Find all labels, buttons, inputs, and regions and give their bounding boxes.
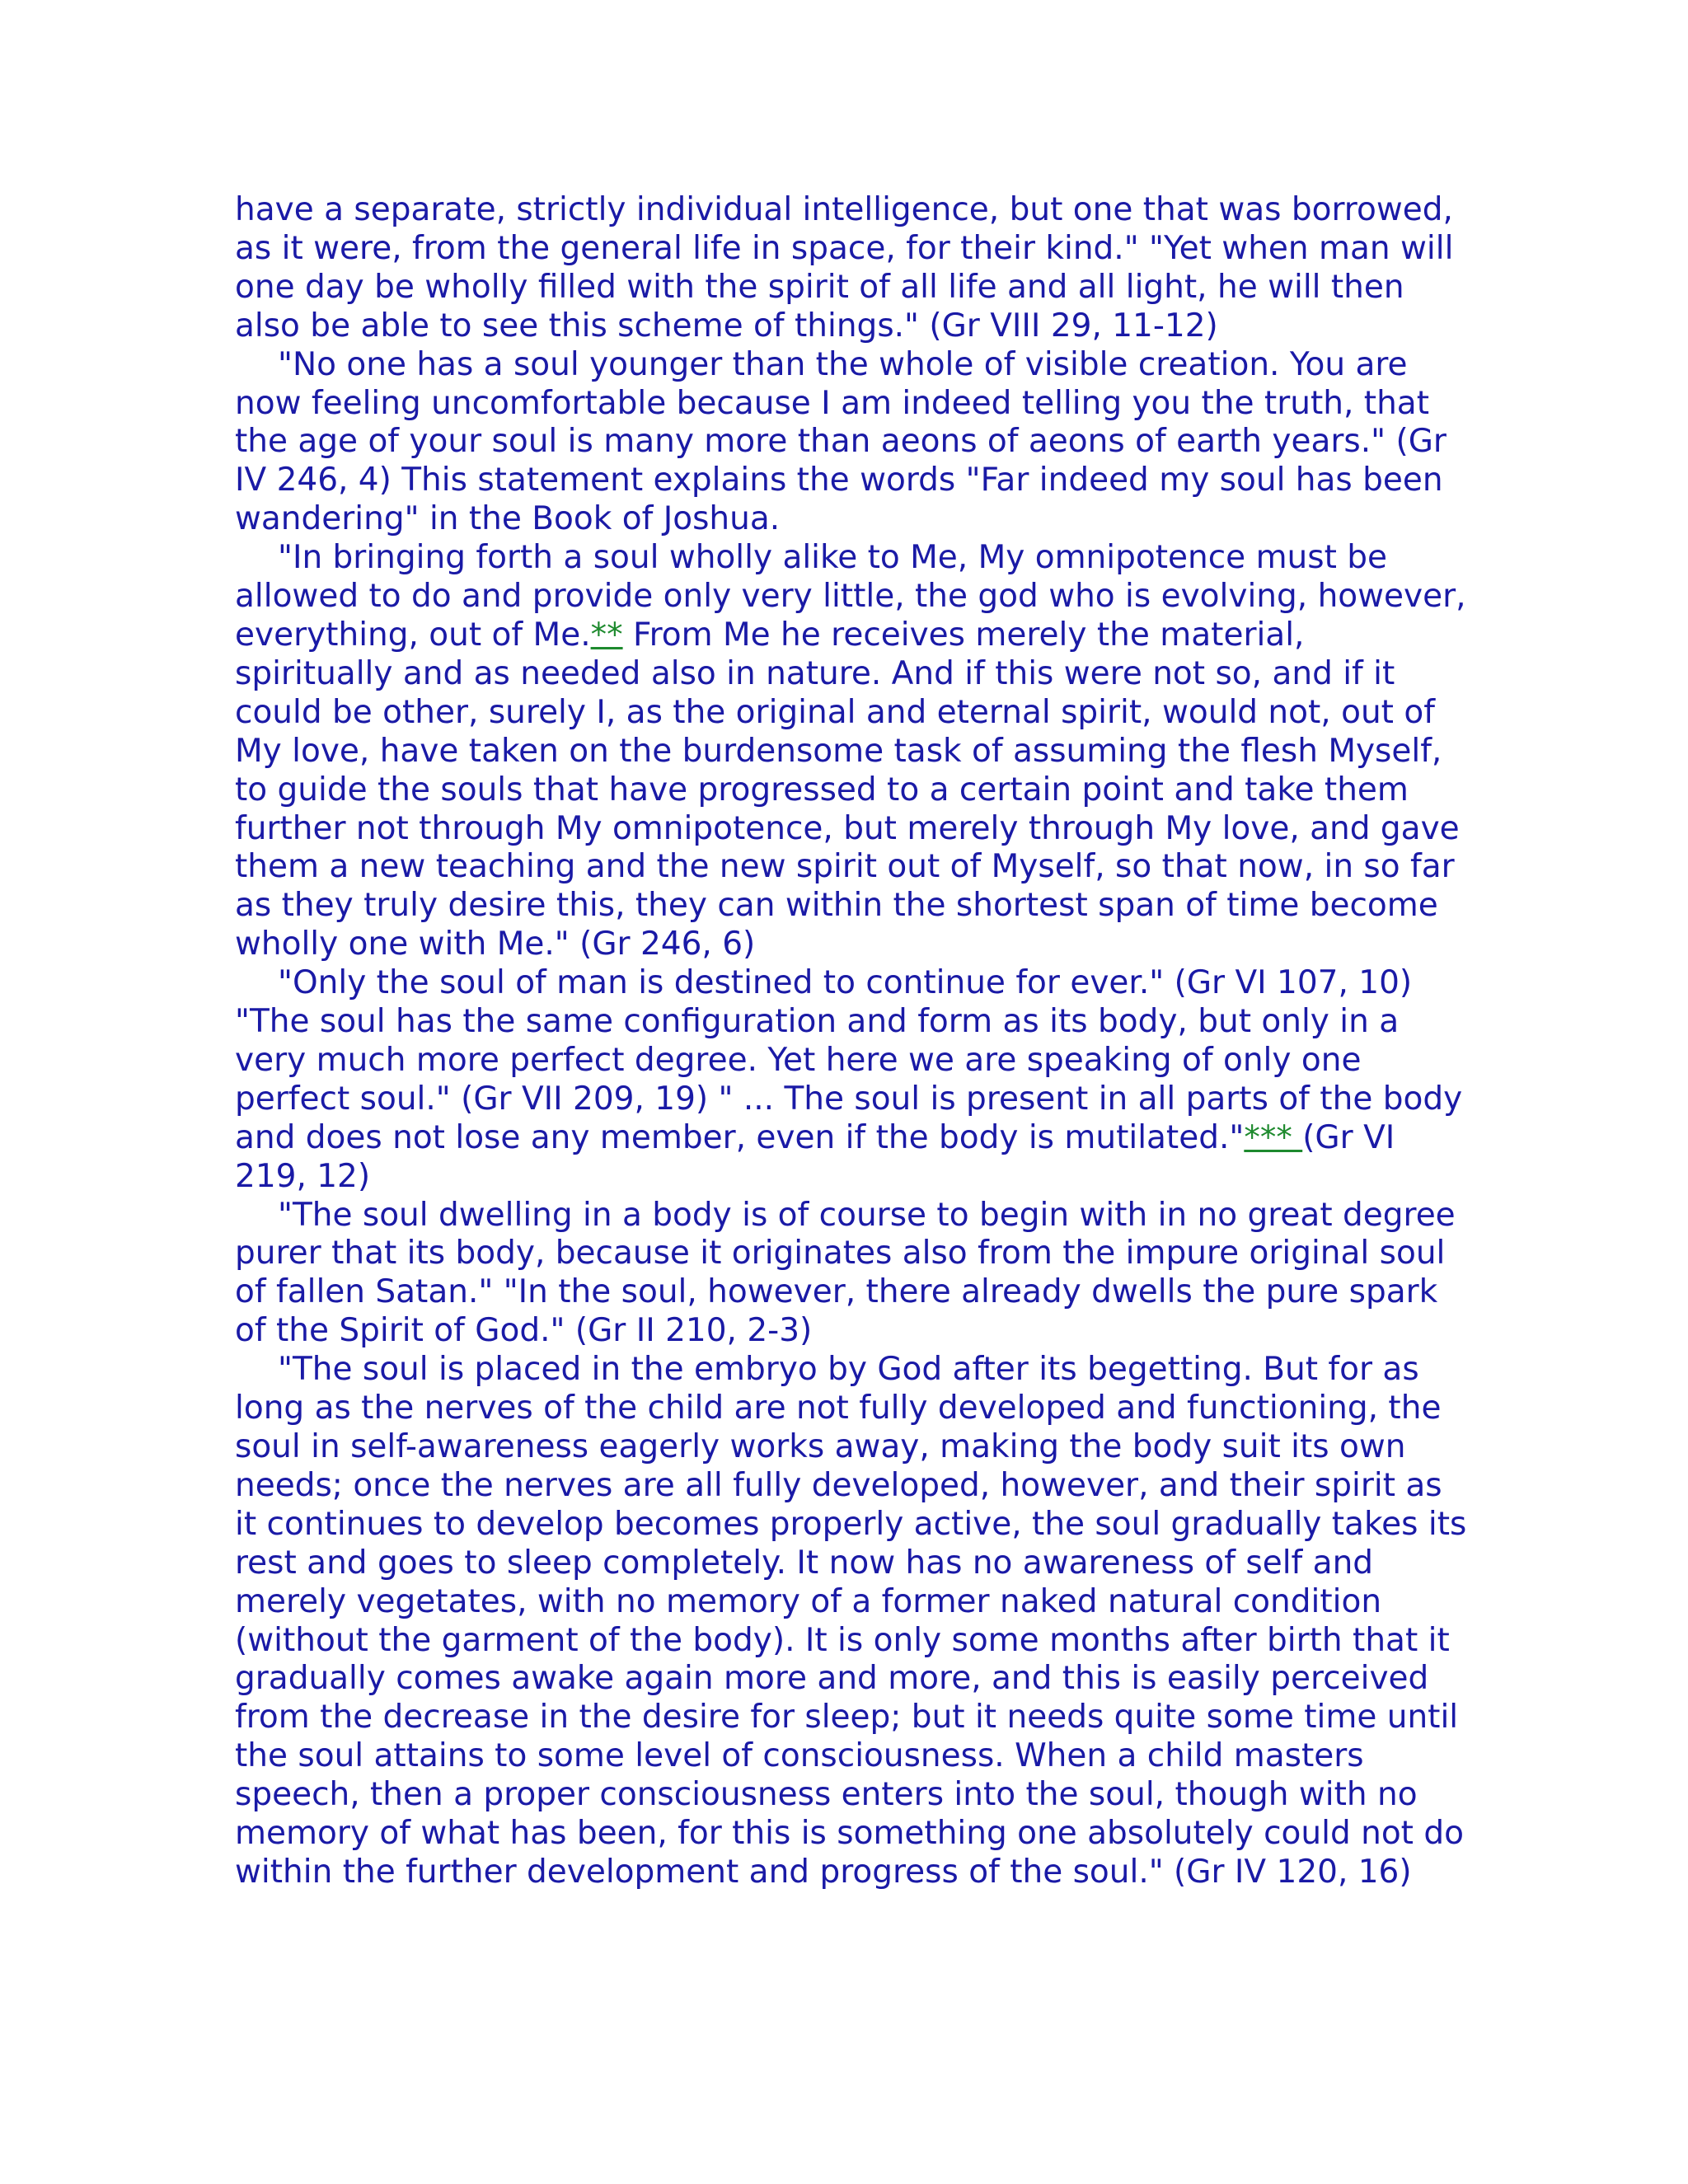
paragraph-text: "In bringing forth a soul wholly alike to Me, My omnipotence must be allowed to do and provide only very little, the god who is evolving, however, everything, out of Me.: [235, 539, 1466, 654]
paragraph: [235, 1197, 1471, 1352]
paragraph-text: have a separate, strictly individual intelligence, but one that was borrowed, as it were, from the general life in space, for their kind." "Yet when man will one day be wholly filled with the spirit of all life and all light, he will then also be able to see this scheme of things." (Gr VIII 29, 11-12): [235, 191, 1454, 344]
footnote-link[interactable]: **: [590, 616, 623, 654]
paragraph-text: From Me he receives merely the material, spiritually and as needed also in nature. And if this were not so, and if it could be other, surely I, as the original and eternal spirit, would not, out of My love, have taken on the burdensome task of assuming the flesh Myself, to guide the souls that have progressed to a certain point and take them further not through My omnipotence, but merely through My love, and gave them a new teaching and the new spirit out of Myself, so that now, in so far as they truly desire this, they can within the shortest span of time become wholly one with Me." (Gr 246, 6): [235, 616, 1460, 963]
paragraph-text: "No one has a soul younger than the whole of visible creation. You are now feeling uncomfortable because I am indeed telling you the truth, that the age of your soul is many more than aeons of aeons of earth years." (Gr IV 246, 4) This statement explains the words "Far indeed my soul has been wandering" in the Book of Joshua.: [235, 345, 1447, 538]
paragraph-text: (Gr VI 219, 12): [235, 1118, 1395, 1195]
paragraph: [235, 539, 1471, 964]
document-body: [235, 191, 1471, 1892]
footnote-link[interactable]: ***: [1244, 1118, 1303, 1156]
paragraph: [235, 191, 1471, 346]
paragraph: [235, 964, 1471, 1196]
paragraph: [235, 1351, 1471, 1892]
paragraph-text: "The soul dwelling in a body is of course to begin with in no great degree purer that its body, because it originates also from the impure original soul of fallen Satan." "In the soul, however, there already dwells the pure spark of the Spirit of God." (Gr II 210, 2-3): [235, 1196, 1456, 1350]
paragraph-text: "Only the soul of man is destined to continue for ever." (Gr VI 107, 10) "The soul has the same configuration and form as its body, but only in a very much more perfect degree. Yet here we are speaking of only one perfect soul." (Gr VII 209, 19) " ... The soul is present in all parts of the body and does not lose any member, even if the body is mutilated.": [235, 964, 1463, 1156]
paragraph: [235, 346, 1471, 540]
paragraph-text: "The soul is placed in the embryo by God after its begetting. But for as long as the nerves of the child are not fully developed and functioning, the soul in self-awareness eagerly works away, making the body suit its own needs; once the nerves are all fully developed, however, and their spirit as it continues to develop becomes properly active, the soul gradually takes its rest and goes to sleep completely. It now has no awareness of self and merely vegetates, with no memory of a former naked natural condition (without the garment of the body). It is only some months after birth that it gradually comes awake again more and more, and this is easily perceived from the decrease in the desire for sleep; but it needs quite some time until the soul attains to some level of consciousness. When a child masters speech, then a proper consciousness enters into the soul, though with no memory of what has been, for this is something one absolutely could not do within the further development and progress of the soul." (Gr IV 120, 16): [235, 1351, 1467, 1891]
